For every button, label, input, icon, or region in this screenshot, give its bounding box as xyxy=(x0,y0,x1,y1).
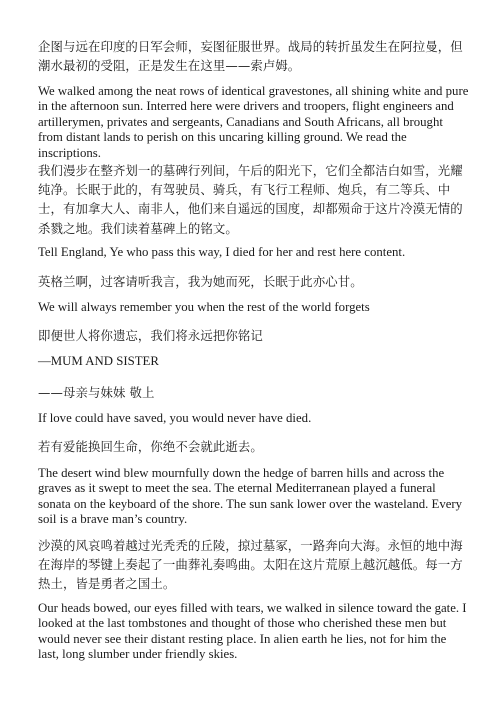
inscription-zh-tell-england: 英格兰啊，过客请听我言，我为她而死，长眠于此亦心甘。 xyxy=(38,274,363,289)
inscription-zh-love: 若有爱能换回生命，你绝不会就此逝去。 xyxy=(38,439,263,454)
paragraph-en-gravestones: We walked among the neat rows of identical gravestones, all shining white and pure in the afternoon sun. Interred here were drivers and troopers, flight engineers and artillerymen, privates and sergeants, Canadians and South Africans, all brought from distant lands to perish on this uncaring killing ground. We read the inscriptions. xyxy=(38,84,469,160)
paragraph-en-heads-bowed: Our heads bowed, our eyes filled with tears, we walked in silence toward the gate. I looked at the last tombstones and thought of those who cherished these men but would never see their distant resting place. In alien earth he lies, not for him the last, long slumber under friendly skies. xyxy=(38,601,467,662)
inscription-zh-remember: 即便世人将你遗忘，我们将永远把你铭记 xyxy=(38,328,263,343)
inscription-en-remember: We will always remember you when the rest of the world forgets xyxy=(38,300,370,314)
paragraph-zh-gravestones: 我们漫步在整齐划一的墓碑行列间，午后的阳光下，它们全都洁白如雪，光耀纯净。长眠于此的，有驾驶员、骑兵，有飞行工程师、炮兵，有二等兵、中士，有加拿大人、南非人，他们来自遥远的国度，却都殒命于这片冷漠无情的杀戮之地。我们读着墓碑上的铭文。 xyxy=(38,163,463,236)
inscription-en-tell-england: Tell England, Ye who pass this way, I died for her and rest here content. xyxy=(38,245,406,259)
paragraph-zh-intro: 企图与远在印度的日军会师，妄图征服世界。战局的转折虽发生在阿拉曼，但潮水最初的受阻，正是发生在这里——索卢姆。 xyxy=(38,39,463,74)
inscription-en-love: If love could have saved, you would never have died. xyxy=(38,411,312,425)
paragraph-zh-desert-wind: 沙漠的风哀鸣着越过光秃秃的丘陵，掠过墓冢，一路奔向大海。永恒的地中海在海岸的琴键上奏起了一曲葬礼奏鸣曲。太阳在这片荒原上越沉越低。每一方热土，皆是勇者之国土。 xyxy=(38,538,463,592)
inscription-zh-signature: ——母亲与妹妹 敬上 xyxy=(38,385,155,400)
paragraph-en-desert-wind: The desert wind blew mournfully down the hedge of barren hills and across the graves as it swept to meet the sea. The eternal Mediterranean played a funeral sonata on the keyboard of the shore. The sun sank lower over the wasteland. Every soil is a brave man’s country. xyxy=(38,466,463,527)
inscription-en-signature: —MUM AND SISTER xyxy=(38,354,159,368)
